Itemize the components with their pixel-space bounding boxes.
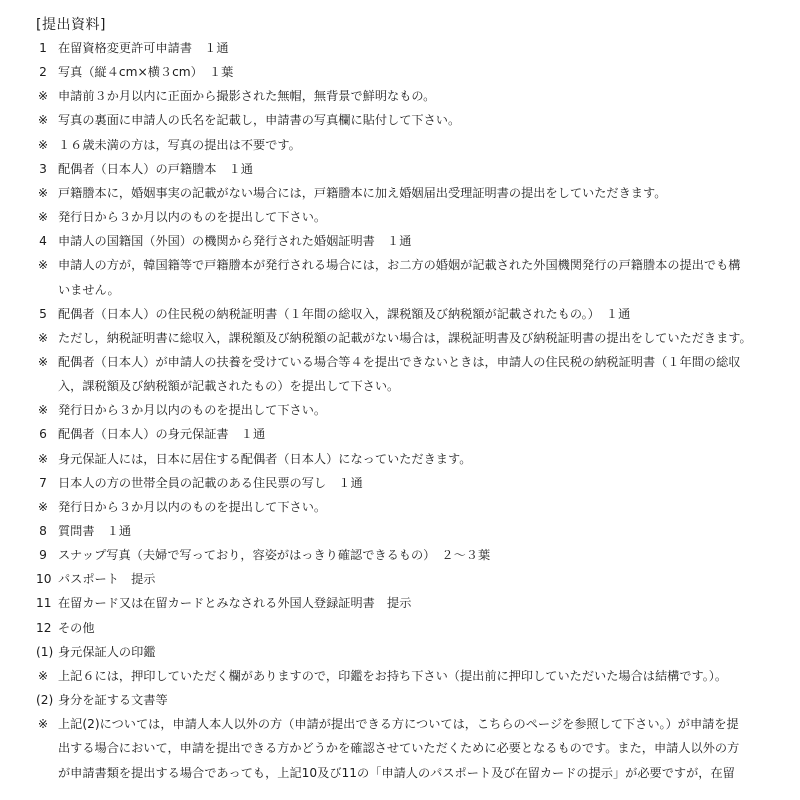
document-line: パスポート 提示 [58,572,156,586]
line-marker: 4 [39,234,47,248]
line-marker: ※ [37,89,49,103]
document-line: 申請人の方が，韓国籍等で戸籍謄本が発行される場合には，お二方の婚姻が記載された外国機関発行の戸籍謄本の提出でも構 [58,258,741,272]
document-line: 発行日から３か月以内のものを提出して下さい。 [58,210,327,224]
line-marker: ※ [37,452,49,466]
line-marker: ※ [37,186,49,200]
line-marker: ※ [37,717,49,731]
line-marker: 5 [39,307,47,321]
line-marker: (1) [36,645,54,659]
line-marker: ※ [37,669,49,683]
line-marker: 9 [39,548,47,562]
line-marker: ※ [37,355,49,369]
document-line: 申請前３か月以内に正面から撮影された無帽，無背景で鮮明なもの。 [58,89,436,103]
document-line: ただし，納税証明書に総収入，課税額及び納税額の記載がない場合は，課税証明書及び納税証明書の提出をしていただきます。 [58,331,752,345]
document-line: １６歳未満の方は，写真の提出は不要です。 [58,138,301,152]
document-line: 戸籍謄本に，婚姻事実の記載がない場合には，戸籍謄本に加え婚姻届出受理証明書の提出をしていただきます。 [58,186,667,200]
document-line: 配偶者（日本人）の身元保証書 １通 [58,427,266,441]
document-line: 入，課税額及び納税額が記載されたもの）を提出して下さい。 [58,379,400,393]
document-line: その他 [58,621,95,635]
line-marker: 11 [36,596,52,610]
line-marker: 2 [39,65,47,79]
line-marker: ※ [37,113,49,127]
document-line: 出する場合において，申請を提出できる方かどうかを確認させていただくために必要となるものです。また，申請人以外の方 [58,741,740,755]
document-line: 上記６には，押印していただく欄がありますので，印鑑をお持ち下さい（提出前に押印していただいた場合は結構です。）。 [58,669,728,683]
document-line: 配偶者（日本人）の戸籍謄本 １通 [58,162,253,176]
line-marker: 3 [39,162,47,176]
line-marker: ※ [37,500,49,514]
line-marker: 6 [39,427,47,441]
line-marker: 1 [39,41,47,55]
document-line: 申請人の国籍国（外国）の機関から発行された婚姻証明書 １通 [58,234,412,248]
line-marker: (2) [36,693,54,707]
document-line: 発行日から３か月以内のものを提出して下さい。 [58,500,327,514]
document-line: 発行日から３か月以内のものを提出して下さい。 [58,403,327,417]
line-marker: ※ [37,331,49,345]
document-line: 身分を証する文書等 [58,693,168,707]
document-line: いません。 [58,283,120,297]
line-marker: 10 [36,572,52,586]
document-line: 配偶者（日本人）が申請人の扶養を受けている場合等４を提出できないときは，申請人の住民税の納税証明書（１年間の総収 [58,355,741,369]
document-line: 在留資格変更許可申請書 １通 [58,41,229,55]
document-line: スナップ写真（夫婦で写っており，容姿がはっきり確認できるもの） ２～３葉 [58,548,491,562]
line-marker: ※ [37,258,49,272]
line-marker: ※ [37,403,49,417]
document-line: 写真の裏面に申請人の氏名を記載し，申請書の写真欄に貼付して下さい。 [58,113,461,127]
document-line: 日本人の方の世帯全員の記載のある住民票の写し １通 [58,476,363,490]
document-line: 配偶者（日本人）の住民税の納税証明書（１年間の総収入，課税額及び納税額が記載されたもの。） １通 [58,307,631,321]
line-marker: 12 [36,621,52,635]
document-line: 写真（縦４cm×横３cm） １葉 [58,65,234,79]
line-marker: 8 [39,524,47,538]
document-line: 上記(2)については，申請人本人以外の方（申請が提出できる方については，こちらのページを参照して下さい。）が申請を提 [58,717,739,731]
document-title: [提出資料] [36,17,106,33]
document-line: が申請書類を提出する場合であっても，上記10及び11の「申請人のパスポート及び在留カードの提示」が必要ですが，在留 [58,766,735,780]
document-line: 身元保証人には，日本に居住する配偶者（日本人）になっていただきます。 [58,452,472,466]
document-line: 質問書 １通 [58,524,132,538]
line-marker: 7 [39,476,47,490]
line-marker: ※ [37,138,49,152]
line-marker: ※ [37,210,49,224]
document-line: 身元保証人の印鑑 [58,645,156,659]
document-line: 在留カード又は在留カードとみなされる外国人登録証明書 提示 [58,596,412,610]
